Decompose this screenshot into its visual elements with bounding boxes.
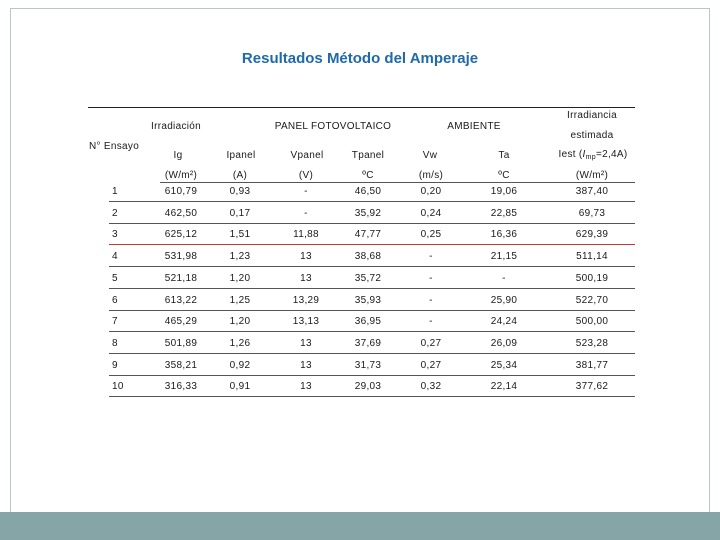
cell-vpanel: - bbox=[304, 186, 308, 197]
header-panel-fotovoltaico: PANEL FOTOVOLTAICO bbox=[274, 121, 392, 132]
row-separator bbox=[109, 266, 635, 267]
cell-vpanel: 11,88 bbox=[293, 229, 319, 241]
cell-ipanel: 0,91 bbox=[229, 381, 251, 393]
cell-ta: - bbox=[502, 272, 506, 284]
cell-iest: 629,39 bbox=[575, 229, 609, 241]
cell-tpanel: 29,03 bbox=[354, 381, 382, 393]
cell-vpanel: 13 bbox=[300, 359, 312, 371]
cell-ensayo: 3 bbox=[112, 229, 118, 241]
cell-vpanel: 13 bbox=[300, 337, 312, 349]
row-separator bbox=[109, 331, 635, 332]
cell-ig: 316,33 bbox=[164, 381, 198, 393]
cell-vpanel: - bbox=[304, 207, 308, 219]
cell-vw: - bbox=[429, 316, 433, 328]
header-n-ensayo: N° Ensayo bbox=[89, 141, 140, 152]
row-separator bbox=[109, 201, 635, 202]
col-iest-suffix: =2,4A) bbox=[595, 149, 628, 160]
cell-tpanel: 35,93 bbox=[354, 294, 382, 306]
col-iest-prefix: Iest ( bbox=[558, 149, 583, 160]
cell-ig: 613,22 bbox=[164, 294, 198, 306]
cell-vw: 0,20 bbox=[420, 186, 442, 197]
cell-ensayo: 7 bbox=[112, 316, 118, 328]
cell-ipanel: 0,17 bbox=[229, 207, 251, 219]
cell-ig: 531,98 bbox=[164, 251, 198, 263]
cell-vpanel: 13 bbox=[300, 272, 312, 284]
cell-tpanel: 37,69 bbox=[354, 337, 382, 349]
unit-vpanel: (V) bbox=[298, 170, 314, 181]
row-separator bbox=[109, 375, 635, 376]
slide-title: Resultados Método del Amperaje bbox=[241, 50, 479, 67]
cell-tpanel: 31,73 bbox=[354, 359, 382, 371]
header-irradiacion: Irradiación bbox=[151, 121, 201, 132]
unit-vw: (m/s) bbox=[418, 170, 444, 181]
cell-tpanel: 35,72 bbox=[354, 272, 382, 284]
col-tpanel: Tpanel bbox=[351, 150, 385, 161]
header-estimada: estimada bbox=[570, 130, 614, 141]
row-separator bbox=[109, 223, 635, 224]
cell-ensayo: 8 bbox=[112, 337, 118, 349]
cell-iest: 522,70 bbox=[575, 294, 609, 306]
cell-iest: 500,00 bbox=[575, 316, 609, 328]
unit-ta: ºC bbox=[498, 170, 510, 181]
cell-iest: 500,19 bbox=[575, 272, 609, 284]
cell-ipanel: 1,25 bbox=[229, 294, 251, 306]
cell-ta: 16,36 bbox=[490, 229, 518, 241]
cell-ensayo: 1 bbox=[112, 186, 118, 197]
header-irradiancia: Irradiancia bbox=[567, 110, 617, 121]
cell-vw: 0,32 bbox=[420, 381, 442, 393]
cell-ig: 521,18 bbox=[164, 272, 198, 284]
cell-ensayo: 4 bbox=[112, 251, 118, 263]
cell-ta: 26,09 bbox=[490, 337, 518, 349]
footer-band bbox=[0, 512, 720, 540]
cell-ensayo: 9 bbox=[112, 359, 118, 371]
cell-vw: - bbox=[429, 272, 433, 284]
cell-iest: 69,73 bbox=[578, 207, 606, 219]
cell-ig: 501,89 bbox=[164, 337, 198, 349]
cell-vw: 0,24 bbox=[420, 207, 442, 219]
cell-ensayo: 6 bbox=[112, 294, 118, 306]
cell-iest: 387,40 bbox=[575, 186, 609, 197]
cell-ipanel: 0,92 bbox=[229, 359, 251, 371]
units-rule bbox=[160, 182, 635, 183]
cell-vpanel: 13 bbox=[300, 381, 312, 393]
cell-vpanel: 13,29 bbox=[292, 294, 320, 306]
cell-vpanel: 13 bbox=[300, 251, 312, 263]
cell-ta: 24,24 bbox=[490, 316, 518, 328]
cell-ipanel: 1,20 bbox=[229, 316, 251, 328]
cell-iest: 511,14 bbox=[576, 251, 608, 263]
cell-vw: - bbox=[429, 251, 433, 263]
cell-ipanel: 1,20 bbox=[229, 272, 251, 284]
cell-vpanel: 13,13 bbox=[292, 316, 320, 328]
col-iest-sub: mp bbox=[585, 154, 596, 161]
cell-tpanel: 46,50 bbox=[354, 186, 382, 197]
cell-ta: 22,14 bbox=[490, 381, 518, 393]
row-separator bbox=[109, 288, 635, 289]
cell-ta: 21,15 bbox=[490, 251, 518, 263]
cell-iest: 377,62 bbox=[575, 381, 609, 393]
cell-ta: 19,06 bbox=[490, 186, 518, 197]
cell-ipanel: 1,51 bbox=[229, 229, 251, 241]
col-ig: Ig bbox=[173, 150, 183, 161]
col-vpanel: Vpanel bbox=[290, 150, 324, 161]
table-top-rule bbox=[88, 107, 635, 108]
slide-frame bbox=[10, 8, 710, 532]
row-separator bbox=[109, 310, 635, 311]
cell-vw: - bbox=[429, 294, 433, 306]
unit-ig: (W/m²) bbox=[164, 170, 198, 181]
cell-ensayo: 10 bbox=[112, 381, 124, 393]
cell-vw: 0,27 bbox=[420, 359, 442, 371]
cell-ig: 358,21 bbox=[164, 359, 198, 371]
unit-ipanel: (A) bbox=[232, 170, 248, 181]
col-ta: Ta bbox=[498, 150, 510, 161]
cell-iest: 381,77 bbox=[575, 359, 609, 371]
cell-vw: 0,27 bbox=[420, 337, 442, 349]
row-separator bbox=[109, 396, 635, 397]
cell-ig: 462,50 bbox=[164, 207, 198, 219]
cell-ig: 610,79 bbox=[164, 186, 198, 197]
cell-iest: 523,28 bbox=[575, 337, 609, 349]
cell-tpanel: 47,77 bbox=[354, 229, 382, 241]
unit-tpanel: ºC bbox=[362, 170, 374, 181]
col-iest bbox=[559, 149, 628, 161]
cell-ensayo: 2 bbox=[112, 207, 118, 219]
row-separator bbox=[109, 353, 635, 354]
cell-ipanel: 1,23 bbox=[229, 251, 251, 263]
cell-tpanel: 38,68 bbox=[354, 251, 382, 263]
cell-ta: 25,34 bbox=[490, 359, 518, 371]
cell-tpanel: 36,95 bbox=[354, 316, 382, 328]
col-ipanel: Ipanel bbox=[226, 150, 256, 161]
col-iest-i: I bbox=[582, 149, 586, 160]
header-ambiente: AMBIENTE bbox=[447, 121, 501, 132]
cell-ig: 465,29 bbox=[164, 316, 198, 328]
cell-ipanel: 0,93 bbox=[229, 186, 251, 197]
col-vw: Vw bbox=[422, 150, 438, 161]
cell-ensayo: 5 bbox=[112, 272, 118, 284]
unit-iest: (W/m²) bbox=[575, 170, 609, 181]
cell-ipanel: 1,26 bbox=[229, 337, 251, 349]
cell-ta: 25,90 bbox=[490, 294, 518, 306]
cell-vw: 0,25 bbox=[420, 229, 442, 241]
cell-tpanel: 35,92 bbox=[354, 207, 382, 219]
cell-ta: 22,85 bbox=[490, 207, 518, 219]
row-separator bbox=[109, 244, 635, 245]
cell-ig: 625,12 bbox=[164, 229, 198, 241]
